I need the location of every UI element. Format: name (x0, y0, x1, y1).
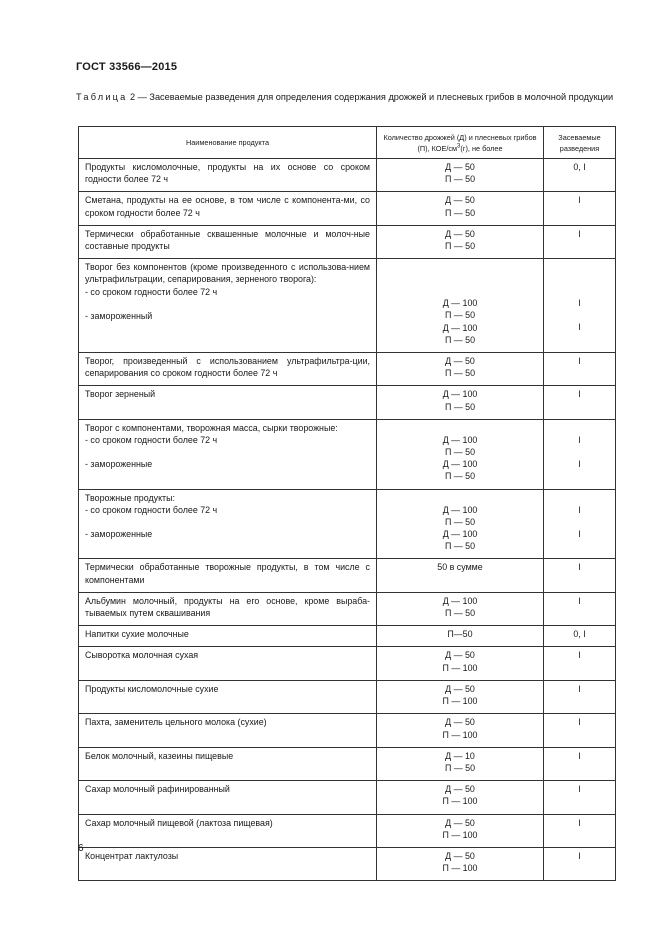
header-sowing: Засеваемые разведения (544, 127, 616, 159)
sowing-line (550, 273, 609, 285)
sowing-cell (544, 680, 616, 713)
count-line: Д — 50 (445, 228, 475, 239)
product-name-line: Творог, произведенный с использованием ультрафильтра-ции, сепарирования со сроком годности более 72 ч (85, 356, 370, 379)
count-line (383, 492, 537, 504)
count-cell (377, 814, 544, 847)
sowing-cell (544, 747, 616, 780)
table-header-row (79, 127, 616, 159)
count-line (383, 422, 537, 434)
sowing-line: 0, I (573, 629, 586, 640)
table-row (79, 192, 616, 225)
count-line: П — 50 (444, 310, 476, 321)
sowing-line: 0, I (573, 162, 586, 172)
product-name-cell (79, 259, 377, 353)
sowing-cell (544, 353, 616, 386)
sowing-cell (544, 847, 616, 880)
product-name-cell (79, 714, 377, 747)
count-line: Д — 10 (445, 750, 475, 761)
product-name-line: Пахта, заменитель цельного молока (сухие) (85, 717, 267, 728)
count-cell (377, 559, 544, 592)
count-line: Д — 50 (445, 683, 475, 694)
product-name-cell (79, 225, 377, 258)
product-name-line (85, 298, 370, 310)
count-line: Д — 100 (442, 529, 478, 540)
product-name-line: - со сроком годности более 72 ч (85, 286, 218, 297)
sowing-line (550, 285, 609, 297)
count-cell (377, 353, 544, 386)
count-line: Д — 100 (442, 595, 478, 606)
product-name-line: Творожные продукты: (85, 492, 175, 503)
product-name-line: - со сроком годности более 72 ч (85, 504, 218, 515)
count-line: П — 50 (444, 608, 476, 619)
sowing-line (550, 309, 609, 321)
sowing-line: I (578, 389, 581, 400)
product-name-cell (79, 419, 377, 489)
sowing-line: I (578, 298, 581, 309)
product-name-cell (79, 647, 377, 680)
count-line: Д — 50 (445, 717, 475, 728)
table-row (79, 259, 616, 353)
product-name-line: - замороженный (85, 310, 153, 321)
product-name-cell (79, 747, 377, 780)
header-product-name: Наименование продукта (79, 127, 377, 159)
table-row (79, 353, 616, 386)
count-cell (377, 225, 544, 258)
sowing-line: I (578, 322, 581, 333)
count-cell (377, 781, 544, 814)
sowing-cell (544, 225, 616, 258)
product-name-line: Альбумин молочный, продукты на его основе, кроме выраба-тываемых путем сквашивания (85, 595, 370, 619)
count-line: Д — 50 (445, 850, 475, 861)
count-line: Д — 50 (445, 162, 475, 172)
sowing-cell (544, 259, 616, 353)
sowing-cell (544, 159, 616, 192)
sowing-line: I (578, 195, 581, 206)
product-name-line: Сахар молочный пищевой (лактоза пищевая) (85, 817, 273, 828)
count-line: Д — 100 (442, 298, 478, 309)
sowing-line: I (578, 459, 581, 470)
table-row (79, 847, 616, 880)
table-row (79, 592, 616, 625)
sowing-line: I (578, 356, 581, 367)
count-line: П — 100 (442, 729, 478, 740)
product-name-line: - замороженные (85, 459, 153, 470)
product-name-cell (79, 847, 377, 880)
count-line: П—50 (447, 629, 473, 640)
page-number: 6 (78, 843, 84, 854)
sowing-cell (544, 559, 616, 592)
sowing-cell (544, 626, 616, 647)
table-row (79, 159, 616, 192)
table-row (79, 714, 616, 747)
product-name-line: Термически обработанные творожные продукты, в том числе с компонентами (85, 562, 370, 585)
sowing-cell (544, 781, 616, 814)
document-title: ГОСТ 33566—2015 (76, 61, 178, 73)
header-count-text: Количество дрожжей (Д) и плесневых грибов (П), КОЕ/см (383, 132, 537, 153)
count-line: П — 50 (444, 516, 476, 527)
table-row (79, 647, 616, 680)
count-line: Д — 100 (442, 434, 478, 445)
count-cell (377, 386, 544, 419)
count-cell (377, 419, 544, 489)
count-line (383, 285, 537, 297)
count-line: П — 50 (444, 174, 476, 185)
product-name-line: Сахар молочный рафинированный (85, 784, 230, 795)
sowing-cell (544, 647, 616, 680)
sowing-cell (544, 814, 616, 847)
sowing-line (550, 446, 609, 458)
count-line: Д — 100 (442, 504, 478, 515)
header-count-unit: (г), не более (460, 143, 503, 153)
table-body (79, 159, 616, 881)
product-name-cell (79, 814, 377, 847)
count-line: П — 50 (444, 334, 476, 345)
count-cell (377, 192, 544, 225)
count-line: Д — 50 (445, 784, 475, 795)
count-line: Д — 50 (445, 817, 475, 828)
product-name-cell (79, 192, 377, 225)
table-row (79, 680, 616, 713)
count-line: П — 100 (442, 829, 478, 840)
count-cell (377, 592, 544, 625)
product-name-line: Продукты кисломолочные, продукты на их основе со сроком годности более 72 ч (85, 162, 370, 185)
table-row (79, 814, 616, 847)
product-name-line (85, 516, 370, 528)
table-caption-text: 2 — Засеваемые разведения для определения содержания дрожжей и плесневых грибов в молочной продукции (127, 92, 614, 102)
header-count-superscript: 3 (457, 143, 461, 150)
count-line: П — 50 (444, 471, 476, 482)
count-line: П — 50 (444, 541, 476, 552)
sowing-line (550, 261, 609, 273)
sowing-line (550, 492, 609, 504)
count-cell (377, 259, 544, 353)
sowing-line (550, 422, 609, 434)
sowing-line: I (578, 562, 581, 573)
header-count (377, 127, 544, 159)
product-name-line: Концентрат лактулозы (85, 850, 179, 861)
sowing-line: I (578, 683, 581, 694)
sowing-line (550, 516, 609, 528)
table-caption-label: Таблица (76, 92, 128, 102)
count-cell (377, 680, 544, 713)
product-name-line: - замороженные (85, 529, 153, 540)
table-row (79, 386, 616, 419)
product-name-cell (79, 159, 377, 192)
product-name-cell (79, 353, 377, 386)
count-line: П — 50 (444, 241, 476, 252)
table-row (79, 559, 616, 592)
table-row (79, 781, 616, 814)
product-name-line: Белок молочный, казеины пищевые (85, 750, 234, 761)
count-line: П — 100 (442, 662, 478, 673)
product-name-line: Творог без компонентов (кроме произведенного с использова-нием ультрафильтрации, сепарирования, зерненого творога): (85, 262, 370, 285)
count-line (383, 273, 537, 285)
product-name-cell (79, 559, 377, 592)
product-name-line (85, 446, 370, 458)
product-name-line: Напитки сухие молочные (85, 629, 189, 640)
product-name-cell (79, 592, 377, 625)
table-row (79, 489, 616, 559)
table-row (79, 626, 616, 647)
count-cell (377, 714, 544, 747)
product-name-line: Творог с компонентами, творожная масса, сырки творожные: (85, 422, 338, 433)
count-line: П — 100 (442, 863, 478, 874)
product-name-cell (79, 680, 377, 713)
count-line: Д — 50 (445, 356, 475, 367)
sowing-line: I (578, 595, 581, 606)
sowing-cell (544, 386, 616, 419)
table-row (79, 419, 616, 489)
product-name-line: Творог зерненый (85, 389, 156, 400)
product-name-line: Сметана, продукты на ее основе, в том числе с компонента-ми, со сроком годности более 72 ч (85, 195, 370, 218)
count-line: Д — 50 (445, 195, 475, 206)
sowing-line: I (578, 528, 581, 539)
count-line (383, 261, 537, 273)
product-name-cell (79, 781, 377, 814)
product-name-line: Продукты кисломолочные сухие (85, 683, 219, 694)
product-name-line: Сыворотка молочная сухая (85, 650, 199, 661)
table-caption (76, 91, 618, 103)
count-line: Д — 50 (445, 650, 475, 661)
count-line: П — 50 (444, 762, 476, 773)
dilutions-table (78, 126, 616, 881)
sowing-line: I (578, 504, 581, 515)
table-row (79, 225, 616, 258)
count-line: Д — 100 (442, 459, 478, 470)
count-line: Д — 100 (442, 389, 478, 400)
count-cell (377, 159, 544, 192)
sowing-cell (544, 714, 616, 747)
count-cell (377, 626, 544, 647)
sowing-cell (544, 489, 616, 559)
sowing-line: I (578, 434, 581, 445)
sowing-line: I (578, 817, 581, 828)
product-name-cell (79, 386, 377, 419)
sowing-cell (544, 192, 616, 225)
count-line: П — 100 (442, 696, 478, 707)
sowing-line: I (578, 784, 581, 795)
count-line: П — 50 (444, 207, 476, 218)
count-line: Д — 100 (442, 322, 478, 333)
product-name-cell (79, 489, 377, 559)
sowing-line: I (578, 650, 581, 661)
sowing-line: I (578, 717, 581, 728)
sowing-line: I (578, 850, 581, 861)
sowing-line: I (578, 228, 581, 239)
product-name-line: - со сроком годности более 72 ч (85, 435, 218, 446)
count-line: П — 50 (444, 368, 476, 379)
count-cell (377, 489, 544, 559)
count-line: П — 100 (442, 796, 478, 807)
count-cell (377, 747, 544, 780)
count-line: 50 в сумме (437, 562, 483, 573)
product-name-line: Термически обработанные сквашенные молочные и молоч-ные составные продукты (85, 228, 370, 252)
count-cell (377, 647, 544, 680)
sowing-cell (544, 419, 616, 489)
table-row (79, 747, 616, 780)
count-cell (377, 847, 544, 880)
count-line: П — 50 (444, 447, 476, 458)
sowing-cell (544, 592, 616, 625)
product-name-cell (79, 626, 377, 647)
sowing-line: I (578, 750, 581, 761)
count-line: П — 50 (444, 401, 476, 412)
